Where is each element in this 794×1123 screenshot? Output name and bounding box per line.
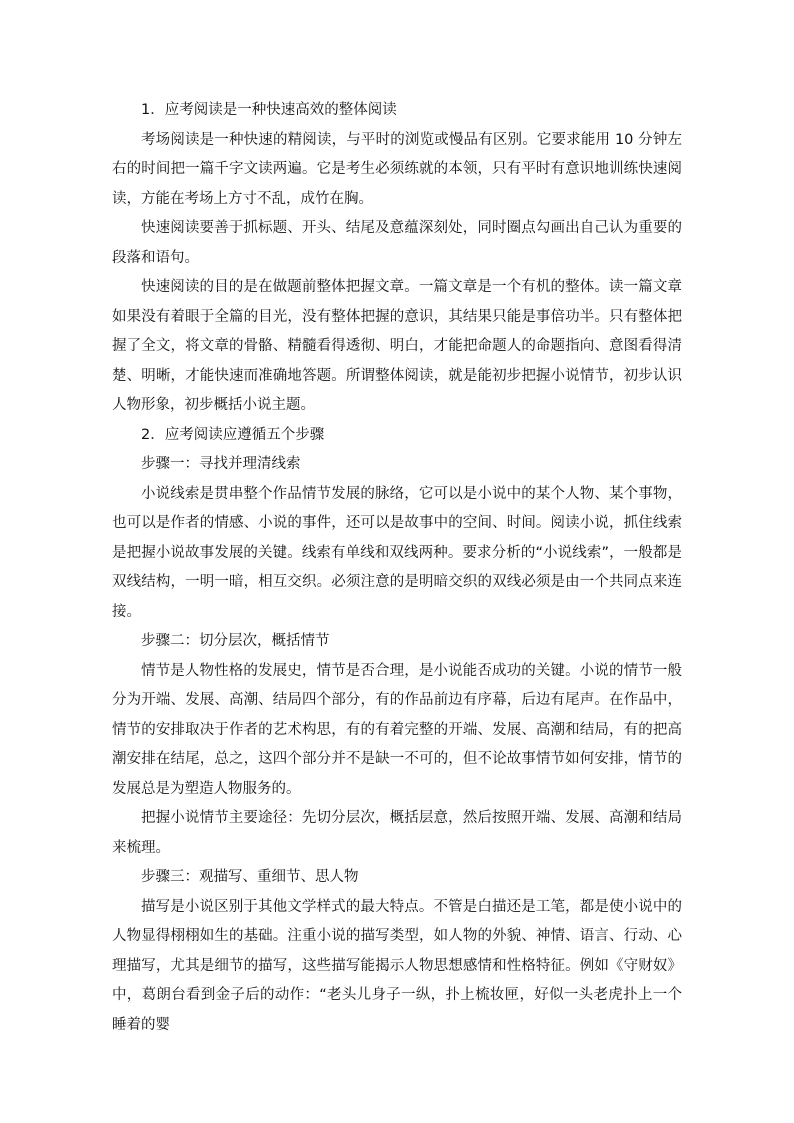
paragraph: 小说线索是贯串整个作品情节发展的脉络，它可以是小说中的某个人物、某个事物，也可以是作者的情感、小说的事件，还可以是故事中的空间、时间。阅读小说，抓住线索是把握小说故事发展的关键。线索有单线和双线两种。要求分析的“小说线索”，一般都是双线结构，一明一暗，相互交织。必须注意的是明暗交织的双线必须是由一个共同点来连接。 [112,485,682,620]
section-heading-2: 2．应考阅读应遵循五个步骤 [141,426,325,443]
paragraph: 快速阅读要善于抓标题、开头、结尾及意蕴深刻处，同时圈点勾画出自己认为重要的段落和语句。 [112,220,682,266]
step-heading-3: 步骤三：观描写、重细节、思人物 [141,869,359,885]
paragraph: 快速阅读的目的是在做题前整体把握文章。一篇文章是一个有机的整体。读一篇文章如果没有着眼于全篇的目光，没有整体把握的意识，其结果只能是事倍功半。只有整体把握了全文，将文章的骨骼、精髓看得透彻、明白，才能把命题人的命题指向、意图看得清楚、明晰，才能快速而准确地答题。所谓整体阅读，就是能初步把握小说情节，初步认识人物形象，初步概括小说主题。 [112,279,682,413]
section-heading-1: 1．应考阅读是一种快速高效的整体阅读 [141,102,397,118]
step-heading-2: 步骤二：切分层次，概括情节 [141,633,330,649]
paragraph: 考场阅读是一种快速的精阅读，与平时的浏览或慢品有区别。它要求能用 10 分钟左右的时间把一篇千字文读两遍。它是考生必须练就的本领，只有平时有意识地训练快速阅读，方能在考场上方寸不乱，成竹在胸。 [112,131,682,207]
step-heading-1: 步骤一：寻找并理清线索 [141,456,301,472]
paragraph: 情节是人物性格的发展史，情节是否合理，是小说能否成功的关键。小说的情节一般分为开端、发展、高潮、结局四个部分，有的作品前边有序幕，后边有尾声。在作品中，情节的安排取决于作者的艺术构思，有的有着完整的开端、发展、高潮和结局，有的把高潮安排在结尾，总之，这四个部分并不是缺一不可的，但不论故事情节如何安排，情节的发展总是为塑造人物服务的。 [112,662,682,797]
paragraph: 把握小说情节主要途径：先切分层次，概括层意，然后按照开端、发展、高潮和结局来梳理。 [112,810,682,856]
paragraph: 描写是小说区别于其他文学样式的最大特点。不管是白描还是工笔，都是使小说中的人物显得栩栩如生的基础。注重小说的描写类型，如人物的外貌、神情、语言、行动、心理描写，尤其是细节的描写，这些描写能揭示人物思想感情和性格特征。例如《守财奴》中，葛朗台看到金子后的动作：“老头儿身子一纵，扑上梳妆匣，好似一头老虎扑上一个睡着的婴 [112,898,682,1033]
document-body [112,96,682,1040]
